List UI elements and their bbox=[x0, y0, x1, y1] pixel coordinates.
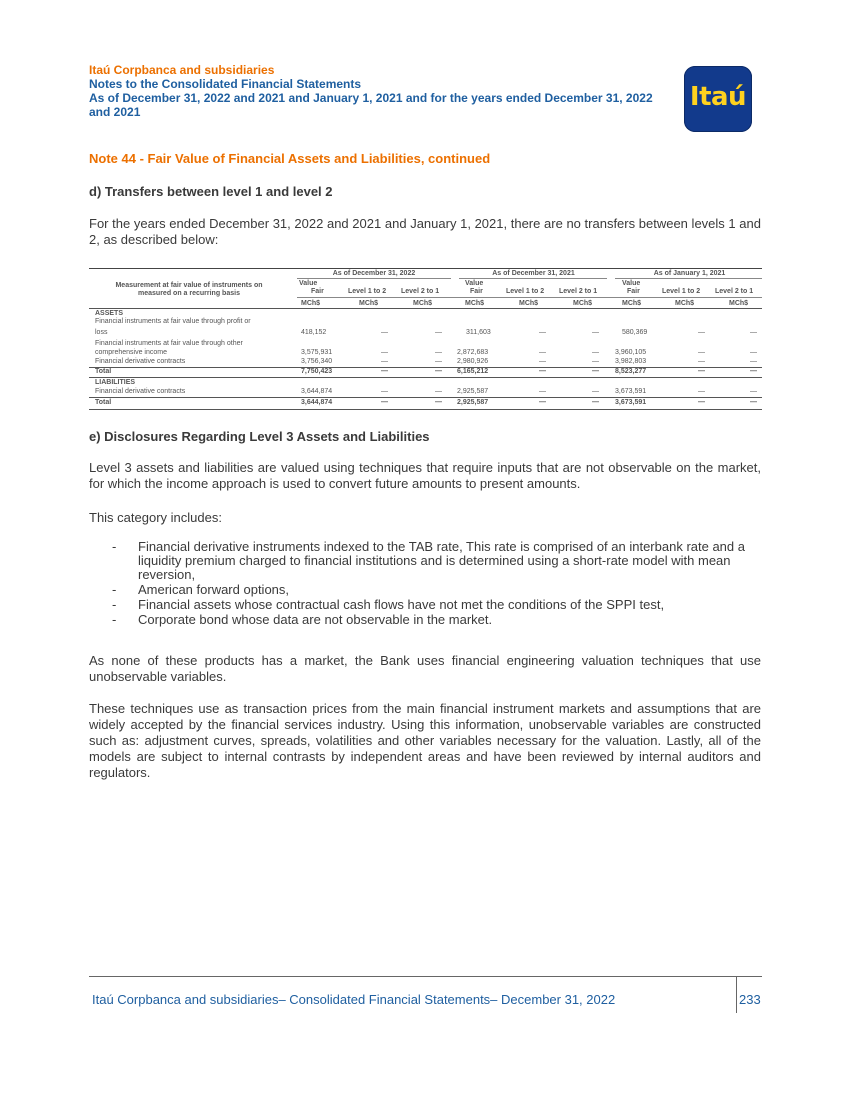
unit-3: MCh$ bbox=[413, 300, 433, 307]
table-cell: 3,982,803 bbox=[615, 358, 647, 365]
footer-rule bbox=[89, 976, 762, 977]
table-cell: 2,925,587 bbox=[457, 388, 489, 395]
table-cell: 2,980,926 bbox=[457, 358, 489, 365]
table-cell: — bbox=[435, 388, 442, 395]
table-cell: — bbox=[381, 349, 388, 356]
table-cell: — bbox=[539, 399, 546, 406]
table-cell: 3,644,874 bbox=[301, 388, 333, 395]
level3-category-list bbox=[112, 540, 752, 628]
table-cell: 7,750,423 bbox=[301, 368, 333, 375]
table-cell: — bbox=[592, 329, 599, 336]
liab-row-label: Financial derivative contracts bbox=[95, 388, 186, 395]
note-title: Note 44 - Fair Value of Financial Assets and Liabilities, continued bbox=[89, 151, 491, 166]
table-cell: 8,523,277 bbox=[615, 368, 647, 375]
header-subtitle: Notes to the Consolidated Financial Statements bbox=[89, 77, 362, 91]
col-l12-2: Level 1 to 2 bbox=[506, 288, 545, 295]
table-cell: 3,644,874 bbox=[301, 399, 333, 406]
table-cell: — bbox=[750, 368, 757, 375]
list-item: - Financial assets whose contractual cash flows have not met the conditions of the SPPI test, bbox=[112, 597, 665, 612]
document-header bbox=[89, 63, 689, 119]
table-cell: — bbox=[592, 349, 599, 356]
table-cell: 6,165,212 bbox=[457, 368, 489, 375]
table-cell: — bbox=[435, 399, 442, 406]
section-e-title: e) Disclosures Regarding Level 3 Assets and Liabilities bbox=[89, 429, 430, 444]
unit-8: MCh$ bbox=[675, 300, 695, 307]
section-d-paragraph: For the years ended December 31, 2022 and 2021 and January 1, 2021, there are no transfers between levels 1 and 2, as described below: bbox=[89, 216, 761, 247]
table-cell: — bbox=[592, 368, 599, 375]
row2-label-line2: comprehensive income bbox=[95, 349, 167, 356]
row1-label-line2: loss bbox=[95, 329, 108, 336]
table-cell: — bbox=[539, 368, 546, 375]
table-cell: 2,872,683 bbox=[457, 349, 489, 356]
unit-9: MCh$ bbox=[729, 300, 749, 307]
table-cell: 2,925,587 bbox=[457, 399, 489, 406]
table-cell: 3,673,591 bbox=[615, 388, 647, 395]
liabilities-label: LIABILITIES bbox=[95, 379, 136, 386]
table-cell: — bbox=[381, 399, 388, 406]
table-cell: 3,673,591 bbox=[615, 399, 647, 406]
table-cell: — bbox=[381, 329, 388, 336]
unit-1: MCh$ bbox=[301, 300, 321, 307]
row-header-line2: measured on a recurring basis bbox=[138, 290, 240, 297]
group-header-2021: As of December 31, 2021 bbox=[492, 270, 575, 277]
unit-5: MCh$ bbox=[519, 300, 539, 307]
section-e-paragraph-1: Level 3 assets and liabilities are valued using techniques that require inputs that are not observable on the market, for which the income approach is used to convert future amounts to present amounts. bbox=[89, 460, 761, 491]
header-period-cont: and 2021 bbox=[89, 105, 141, 119]
row2-label-line1: Financial instruments at fair value through other bbox=[95, 340, 243, 347]
table-cell: — bbox=[750, 388, 757, 395]
table-cell: — bbox=[435, 358, 442, 365]
list-item: - Corporate bond whose data are not observable in the market. bbox=[112, 612, 493, 627]
table-cell: — bbox=[750, 358, 757, 365]
logo-text: Itaú bbox=[689, 82, 747, 112]
section-e-paragraph-2: This category includes: bbox=[89, 510, 222, 525]
unit-4: MCh$ bbox=[465, 300, 485, 307]
table-cell: — bbox=[435, 368, 442, 375]
col-value-2: Value bbox=[465, 280, 484, 287]
page-number: 233 bbox=[739, 992, 761, 1007]
group-header-jan2021: As of January 1, 2021 bbox=[653, 270, 726, 277]
table-cell: — bbox=[381, 388, 388, 395]
unit-2: MCh$ bbox=[359, 300, 379, 307]
table-cell: 3,756,340 bbox=[301, 358, 333, 365]
group-header-2022: As of December 31, 2022 bbox=[332, 270, 416, 277]
col-fair-3: Fair bbox=[627, 288, 640, 295]
header-period: As of December 31, 2022 and 2021 and January 1, 2021 and for the years ended December 31, 2022 bbox=[89, 91, 653, 105]
table-cell: — bbox=[698, 349, 705, 356]
col-value-1: Value bbox=[299, 280, 318, 287]
table-cell: — bbox=[592, 388, 599, 395]
row3-label: Financial derivative contracts bbox=[95, 358, 186, 365]
table-cell: — bbox=[698, 358, 705, 365]
unit-6: MCh$ bbox=[573, 300, 593, 307]
table-cell: 3,575,931 bbox=[301, 349, 333, 356]
company-name: Itaú Corpbanca and subsidiaries bbox=[89, 63, 275, 77]
assets-total-label: Total bbox=[95, 368, 112, 375]
table-cell: — bbox=[698, 329, 705, 336]
table-cell: — bbox=[435, 349, 442, 356]
col-fair-2: Fair bbox=[470, 288, 483, 295]
table-cell: 580,369 bbox=[622, 329, 648, 336]
table-cell: — bbox=[381, 368, 388, 375]
col-l12-1: Level 1 to 2 bbox=[348, 288, 387, 295]
table-cell: — bbox=[381, 358, 388, 365]
footer-separator bbox=[736, 977, 737, 1013]
assets-label: ASSETS bbox=[95, 310, 124, 317]
table-cell: 3,960,105 bbox=[615, 349, 647, 356]
table-cell: — bbox=[539, 329, 546, 336]
liab-total-label: Total bbox=[95, 399, 112, 406]
table-cell: — bbox=[539, 388, 546, 395]
table-cell: — bbox=[539, 349, 546, 356]
table-cell: — bbox=[698, 368, 705, 375]
footer-text: Itaú Corpbanca and subsidiaries– Consolidated Financial Statements– December 31, 2022 bbox=[92, 992, 616, 1007]
list-item: - Financial derivative instruments indexed to the TAB rate, This rate is comprised of an interbank rate and a liquidity premium charged to financial institutions and is determined using a short-rate model with mean reversion, bbox=[112, 539, 745, 582]
col-fair-1: Fair bbox=[311, 288, 324, 295]
section-e-paragraph-3: As none of these products has a market, the Bank uses financial engineering valuation techniques that use unobservable variables. bbox=[89, 653, 761, 684]
col-l12-3: Level 1 to 2 bbox=[662, 288, 701, 295]
table-cell: — bbox=[539, 358, 546, 365]
table-cell: — bbox=[592, 358, 599, 365]
list-item: - American forward options, bbox=[112, 582, 290, 597]
unit-7: MCh$ bbox=[622, 300, 642, 307]
table-cell: — bbox=[698, 388, 705, 395]
table-cell: — bbox=[592, 399, 599, 406]
itau-logo bbox=[684, 66, 752, 132]
table-cell: 311,603 bbox=[466, 329, 491, 336]
col-l21-3: Level 2 to 1 bbox=[715, 288, 754, 295]
table-cell: — bbox=[698, 399, 705, 406]
section-d-title: d) Transfers between level 1 and level 2 bbox=[89, 184, 333, 199]
col-l21-1: Level 2 to 1 bbox=[401, 288, 440, 295]
row-header-line1: Measurement at fair value of instruments on bbox=[115, 282, 263, 289]
row1-label-line1: Financial instruments at fair value through profit or bbox=[95, 318, 251, 325]
table-cell: — bbox=[435, 329, 442, 336]
table-cell: 418,152 bbox=[301, 329, 327, 336]
col-value-3: Value bbox=[622, 280, 641, 287]
table-cell: — bbox=[750, 399, 757, 406]
col-l21-2: Level 2 to 1 bbox=[559, 288, 598, 295]
table-cell: — bbox=[750, 349, 757, 356]
section-e-paragraph-4: These techniques use as transaction prices from the main financial instrument markets and assumptions that are widely accepted by the financial services industry. Using this information, unobservable variables are constructed such as: adjustment curves, spreads, volatilities and other variables necessary for the valuation. Lastly, all of the models are subject to internal contrasts by independent areas and have been reviewed by internal auditors and regulators. bbox=[89, 701, 761, 780]
table-cell: — bbox=[750, 329, 757, 336]
